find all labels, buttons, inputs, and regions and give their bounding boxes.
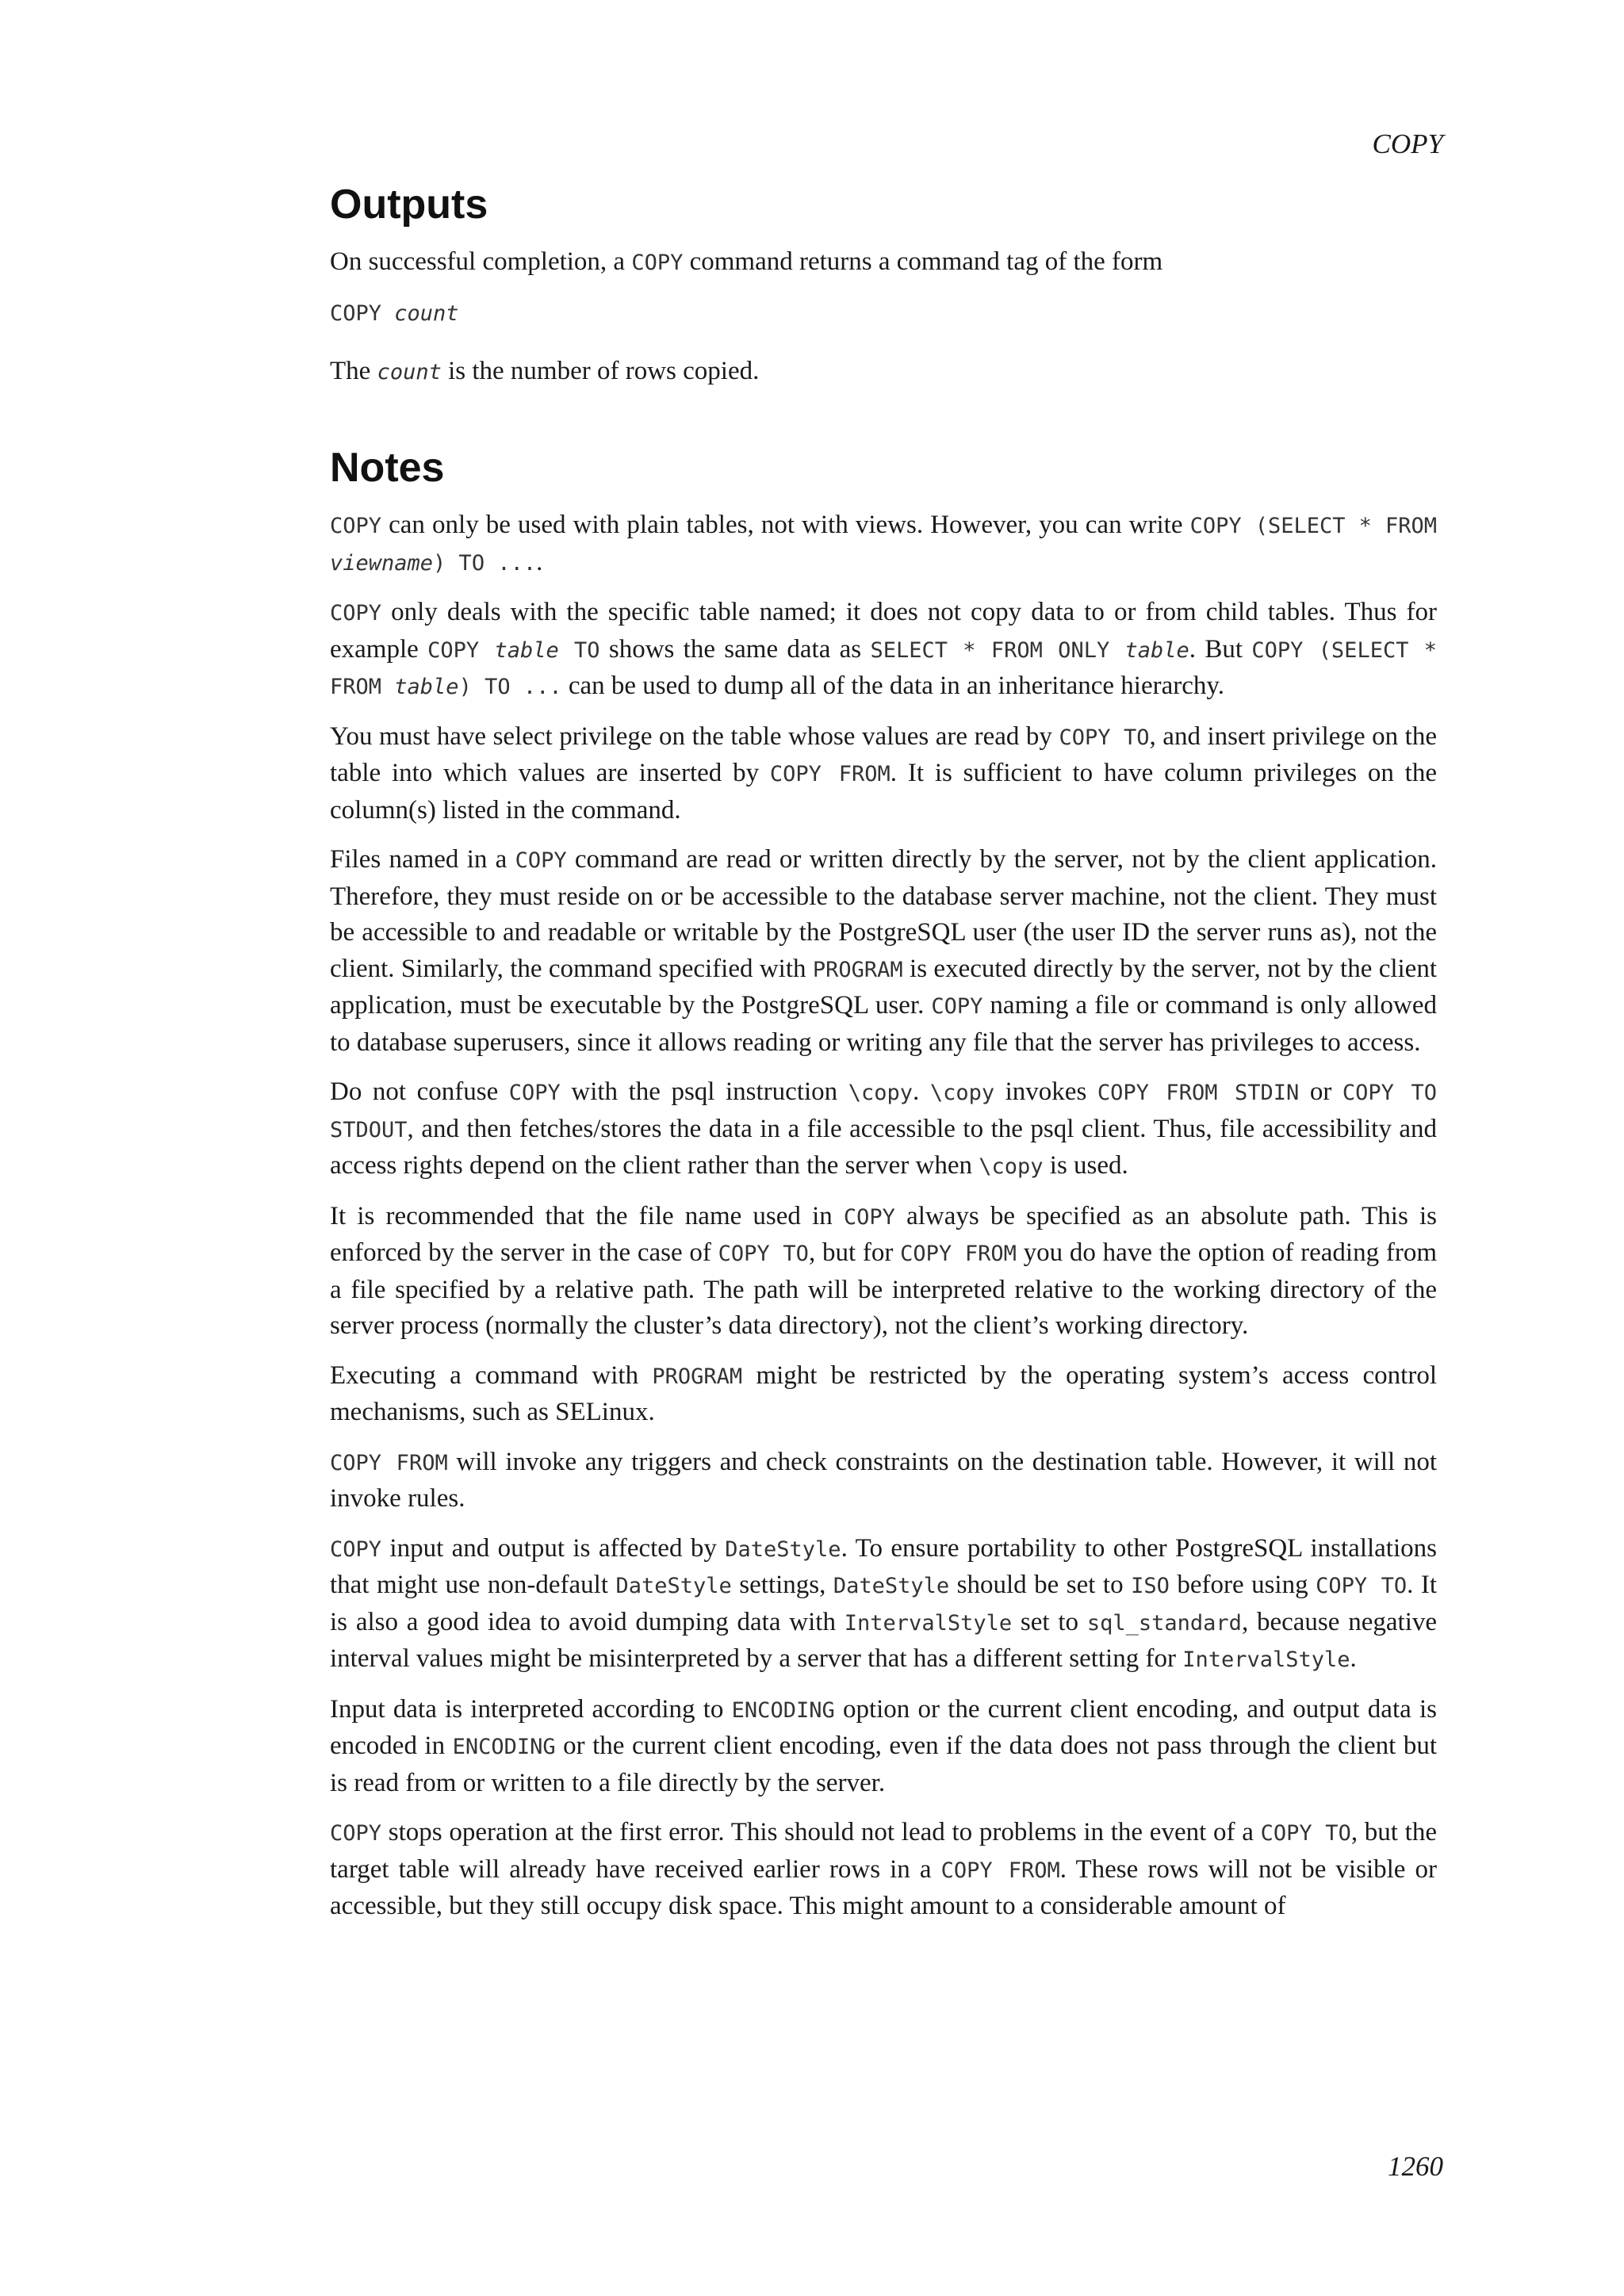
notes-paragraph-10: Input data is interpreted according to ENCODING option or the current client encoding, and output data is encoded in ENCODING or the current client encoding, even if the data does not pass through the client but is read from or written to a file directly by the server. <box>330 1694 1438 1797</box>
outputs-paragraph-1: On successful completion, a COPY command returns a command tag of the form <box>330 247 1163 276</box>
notes-paragraph-8: COPY FROM will invoke any triggers and check constraints on the destination table. However, it will not invoke rules. <box>330 1447 1437 1513</box>
notes-paragraph-7: Executing a command with PROGRAM might be restricted by the operating system’s access control mechanisms, such as SELinux. <box>330 1360 1437 1426</box>
notes-paragraph-4: Files named in a COPY command are read or written directly by the server, not by the client application. Therefore, they must reside on or be accessible to the database server machine, not the client. They must be accessible to and readable or writable by the PostgreSQL user (the user ID the server runs as), not the client. Similarly, the command specified with PROGRAM is executed directly by the server, not by the client application, must be executable by the PostgreSQL user. COPY naming a file or command is only allowed to database superusers, since it allows reading or writing any file that the server has privileges to access. <box>330 845 1437 1057</box>
notes-paragraph-3: You must have select privilege on the table whose values are read by COPY TO, and insert privilege on the table into which values are inserted by COPY FROM. It is sufficient to have column privileges on the column(s) listed in the command. <box>330 721 1437 825</box>
outputs-synopsis: COPY count <box>330 300 459 326</box>
outputs-paragraph-2: The count is the number of rows copied. <box>330 356 760 385</box>
notes-paragraph-11: COPY stops operation at the first error. This should not lead to problems in the event of a COPY TO, but the target table will already have received earlier rows in a COPY FROM. These rows will not be visible or accessible, but they still occupy disk space. This might amount to a considerable amount of <box>330 1818 1437 1920</box>
running-head: COPY <box>1372 128 1443 159</box>
notes-paragraph-6: It is recommended that the file name used in COPY always be specified as an absolute path. This is enforced by the server in the case of COPY TO, but for COPY FROM you do have the option of reading from a file specified by a relative path. The path will be interpreted relative to the working directory of the server process (normally the cluster’s data directory), not the client’s working directory. <box>330 1201 1437 1340</box>
notes-paragraph-5: Do not confuse COPY with the psql instruction \copy. \copy invokes COPY FROM STDIN or COPY TO STDOUT, and then fetches/stores the data in a file accessible to the psql client. Thus, file accessibility and access rights depend on the client rather than the server when \copy is used. <box>330 1077 1437 1180</box>
outputs-heading: Outputs <box>330 182 488 228</box>
notes-paragraph-2: COPY only deals with the specific table named; it does not copy data to or from child tables. Thus for example COPY table TO shows the same data as SELECT * FROM ONLY table. But COPY (SELECT * FROM table) TO ... can be used to dump all of the data in an inheritance hierarchy. <box>330 598 1438 700</box>
page-content <box>330 179 1437 1938</box>
notes-paragraph-1: COPY can only be used with plain tables, not with views. However, you can write COPY (SELECT * FROM viewname) TO .... <box>330 511 1438 576</box>
page-number: 1260 <box>1388 2151 1443 2182</box>
notes-heading: Notes <box>330 445 445 491</box>
notes-paragraph-9: COPY input and output is affected by DateStyle. To ensure portability to other PostgreSQL installations that might use non-default DateStyle settings, DateStyle should be set to ISO before using COPY TO. It is also a good idea to avoid dumping data with IntervalStyle set to sql_standard, because negative interval values might be misinterpreted by a server that has a different setting for IntervalStyle. <box>330 1533 1438 1673</box>
